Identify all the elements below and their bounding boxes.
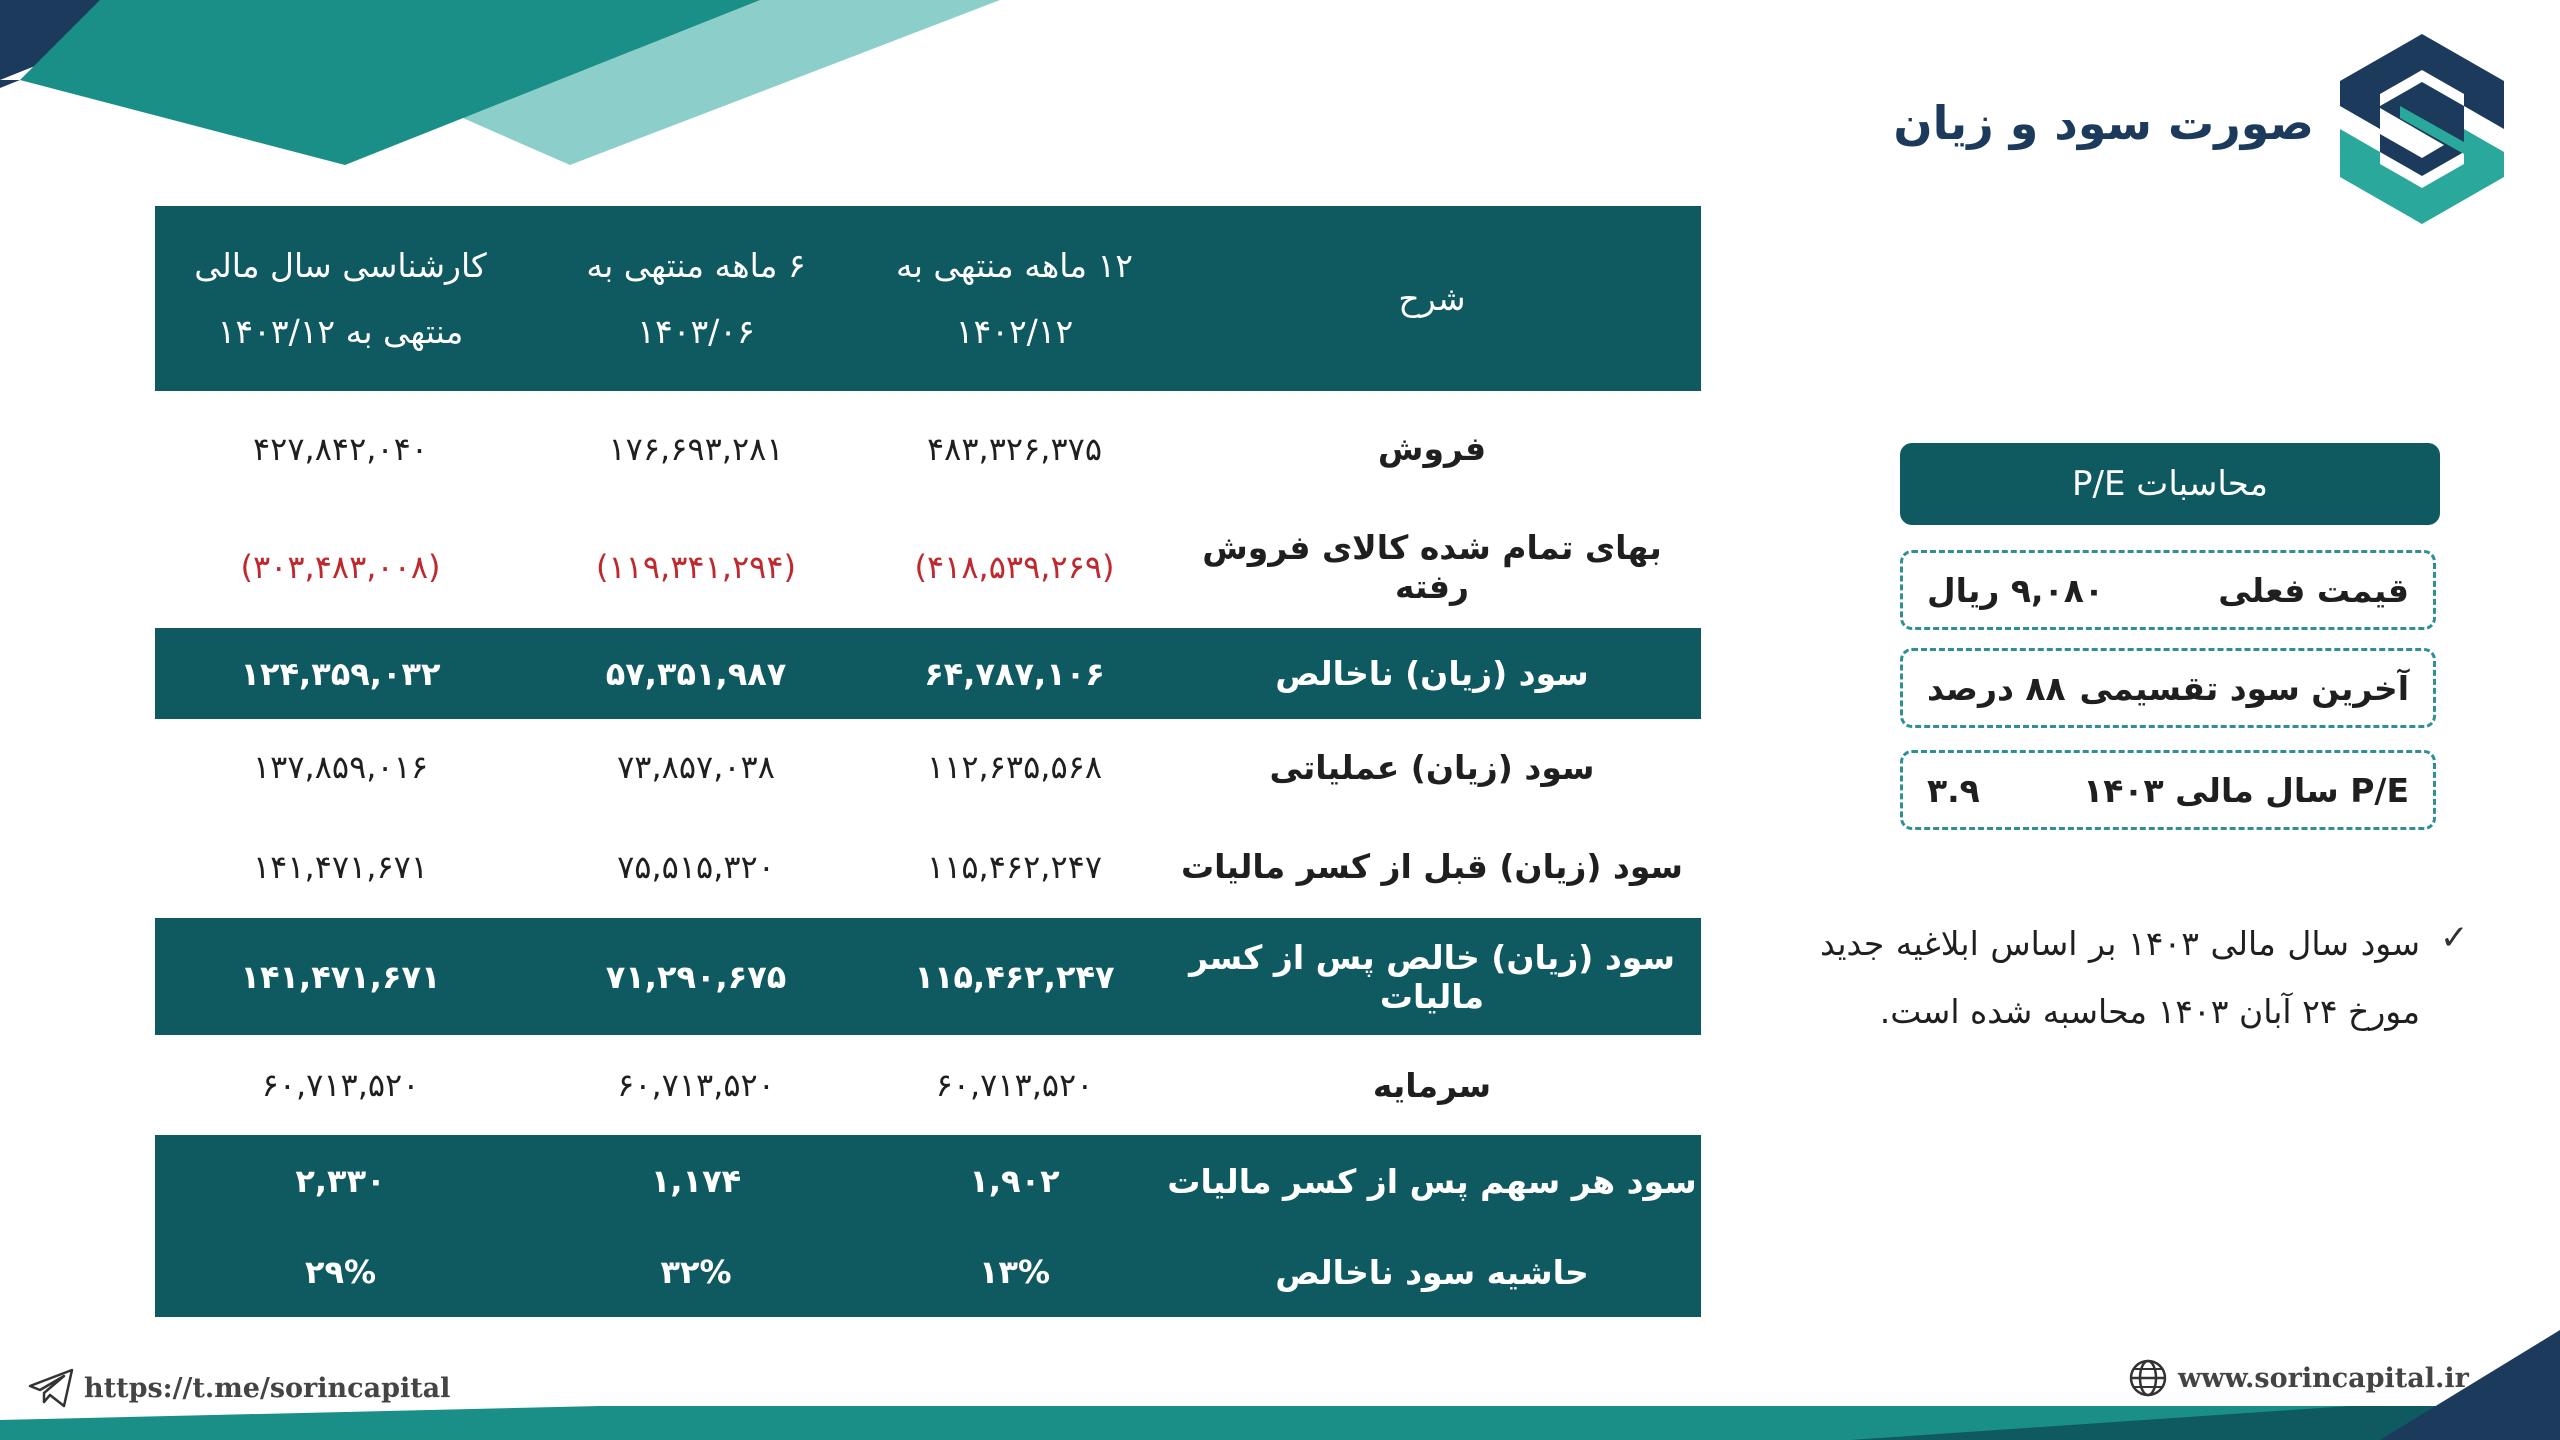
- pe-panel-header: محاسبات P/E: [1900, 443, 2440, 525]
- income-statement-table: [155, 206, 1701, 1317]
- table-row: [155, 815, 1701, 918]
- row-label: سود (زیان) ناخالص: [1163, 628, 1701, 719]
- header-description: شرح: [1163, 206, 1701, 391]
- row-label: حاشیه سود ناخالص: [1163, 1227, 1701, 1317]
- telegram-url[interactable]: https://t.me/sorincapital: [84, 1372, 451, 1404]
- pe-item-label: قیمت فعلی: [2218, 570, 2409, 610]
- table-header-row: [155, 206, 1701, 391]
- telegram-icon: [28, 1368, 74, 1408]
- pe-item-value: ۹,۰۸۰ ریال: [1927, 570, 2105, 610]
- header-col-12month: ۱۲ ماهه منتهی به ۱۴۰۲/۱۲: [866, 206, 1163, 391]
- cell-value: ۱۴۱,۴۷۱,۶۷۱: [155, 918, 526, 1035]
- row-label: سود (زیان) قبل از کسر مالیات: [1180, 847, 1683, 886]
- table-row: [155, 1227, 1701, 1317]
- telegram-link[interactable]: [28, 1368, 450, 1408]
- row-label: فروش: [1377, 429, 1487, 468]
- table-row: [155, 719, 1701, 815]
- table-row: [155, 506, 1701, 628]
- cell-value: ۱۱۵,۴۶۲,۲۴۷: [866, 918, 1163, 1035]
- footnote-text: سود سال مالی ۱۴۰۳ بر اساس ابلاغیه جدید مورخ ۲۴ آبان ۱۴۰۳ محاسبه شده است.: [1820, 924, 2420, 1031]
- row-label: بهای تمام شده کالای فروش رفته: [1202, 528, 1662, 606]
- cell-value: ۲۹%: [155, 1227, 526, 1317]
- pe-item-value: ۳.۹: [1927, 770, 1980, 810]
- cell-value-negative: (۱۱۹,۳۴۱,۲۹۴): [596, 548, 796, 586]
- pe-item-label: آخرین سود تقسیمی: [2079, 668, 2409, 708]
- row-label: سرمایه: [1372, 1065, 1492, 1105]
- cell-value: ۱۳%: [866, 1227, 1163, 1317]
- page-title: صورت سود و زیان: [1893, 96, 2314, 150]
- pe-item-current-price: [1900, 550, 2436, 630]
- website-url[interactable]: www.sorincapital.ir: [2178, 1362, 2469, 1394]
- header-col-6month: ۶ ماهه منتهی به ۱۴۰۳/۰۶: [526, 206, 866, 391]
- cell-value: ۱۱۵,۴۶۲,۲۴۷: [926, 847, 1103, 886]
- company-logo: [2340, 34, 2504, 224]
- row-label: سود هر سهم پس از کسر مالیات: [1163, 1135, 1701, 1227]
- cell-value: ۱۱۲,۶۳۵,۵۶۸: [926, 748, 1103, 786]
- pe-item-pe-ratio: [1900, 750, 2436, 830]
- table-row: [155, 1135, 1701, 1227]
- cell-value-negative: (۴۱۸,۵۳۹,۲۶۹): [914, 548, 1115, 586]
- pe-item-label: P/E سال مالی ۱۴۰۳: [2083, 770, 2409, 810]
- cell-value: ۱۴۱,۴۷۱,۶۷۱: [252, 847, 429, 886]
- table-row: [155, 391, 1701, 506]
- cell-value: ۶۴,۷۸۷,۱۰۶: [866, 628, 1163, 719]
- website-link[interactable]: [2128, 1358, 2469, 1398]
- globe-icon: [2128, 1358, 2168, 1398]
- cell-value: ۴۲۷,۸۴۲,۰۴۰: [252, 429, 429, 468]
- cell-value: ۱,۱۷۴: [526, 1135, 866, 1227]
- row-label: سود (زیان) عملیاتی: [1269, 747, 1595, 787]
- pe-item-value: ۸۸ درصد: [1927, 668, 2066, 708]
- pe-item-last-dividend: [1900, 648, 2436, 728]
- cell-value: ۷۵,۵۱۵,۳۲۰: [617, 847, 775, 886]
- cell-value: ۶۰,۷۱۳,۵۲۰: [617, 1066, 775, 1104]
- row-label: سود (زیان) خالص پس از کسر مالیات: [1163, 918, 1701, 1035]
- header-col-forecast: کارشناسی سال مالی منتهی به ۱۴۰۳/۱۲: [155, 206, 526, 391]
- cell-value: ۲,۳۳۰: [155, 1135, 526, 1227]
- cell-value-negative: (۳۰۳,۴۸۳,۰۰۸): [240, 548, 441, 586]
- cell-value: ۱۷۶,۶۹۳,۲۸۱: [608, 429, 784, 468]
- cell-value: ۶۰,۷۱۳,۵۲۰: [935, 1066, 1094, 1104]
- cell-value: ۴۸۳,۳۲۶,۳۷۵: [926, 429, 1103, 468]
- cell-value: ۳۲%: [526, 1227, 866, 1317]
- cell-value: ۶۰,۷۱۳,۵۲۰: [261, 1066, 420, 1104]
- table-row: [155, 628, 1701, 719]
- cell-value: ۷۱,۲۹۰,۶۷۵: [526, 918, 866, 1035]
- table-row: [155, 1035, 1701, 1135]
- cell-value: ۱۲۴,۳۵۹,۰۳۲: [155, 628, 526, 719]
- cell-value: ۷۳,۸۵۷,۰۳۸: [617, 748, 775, 786]
- cell-value: ۱۳۷,۸۵۹,۰۱۶: [252, 748, 429, 786]
- cell-value: ۵۷,۳۵۱,۹۸۷: [526, 628, 866, 719]
- checkmark-icon: ✓: [2440, 918, 2469, 958]
- cell-value: ۱,۹۰۲: [866, 1135, 1163, 1227]
- table-row: [155, 918, 1701, 1035]
